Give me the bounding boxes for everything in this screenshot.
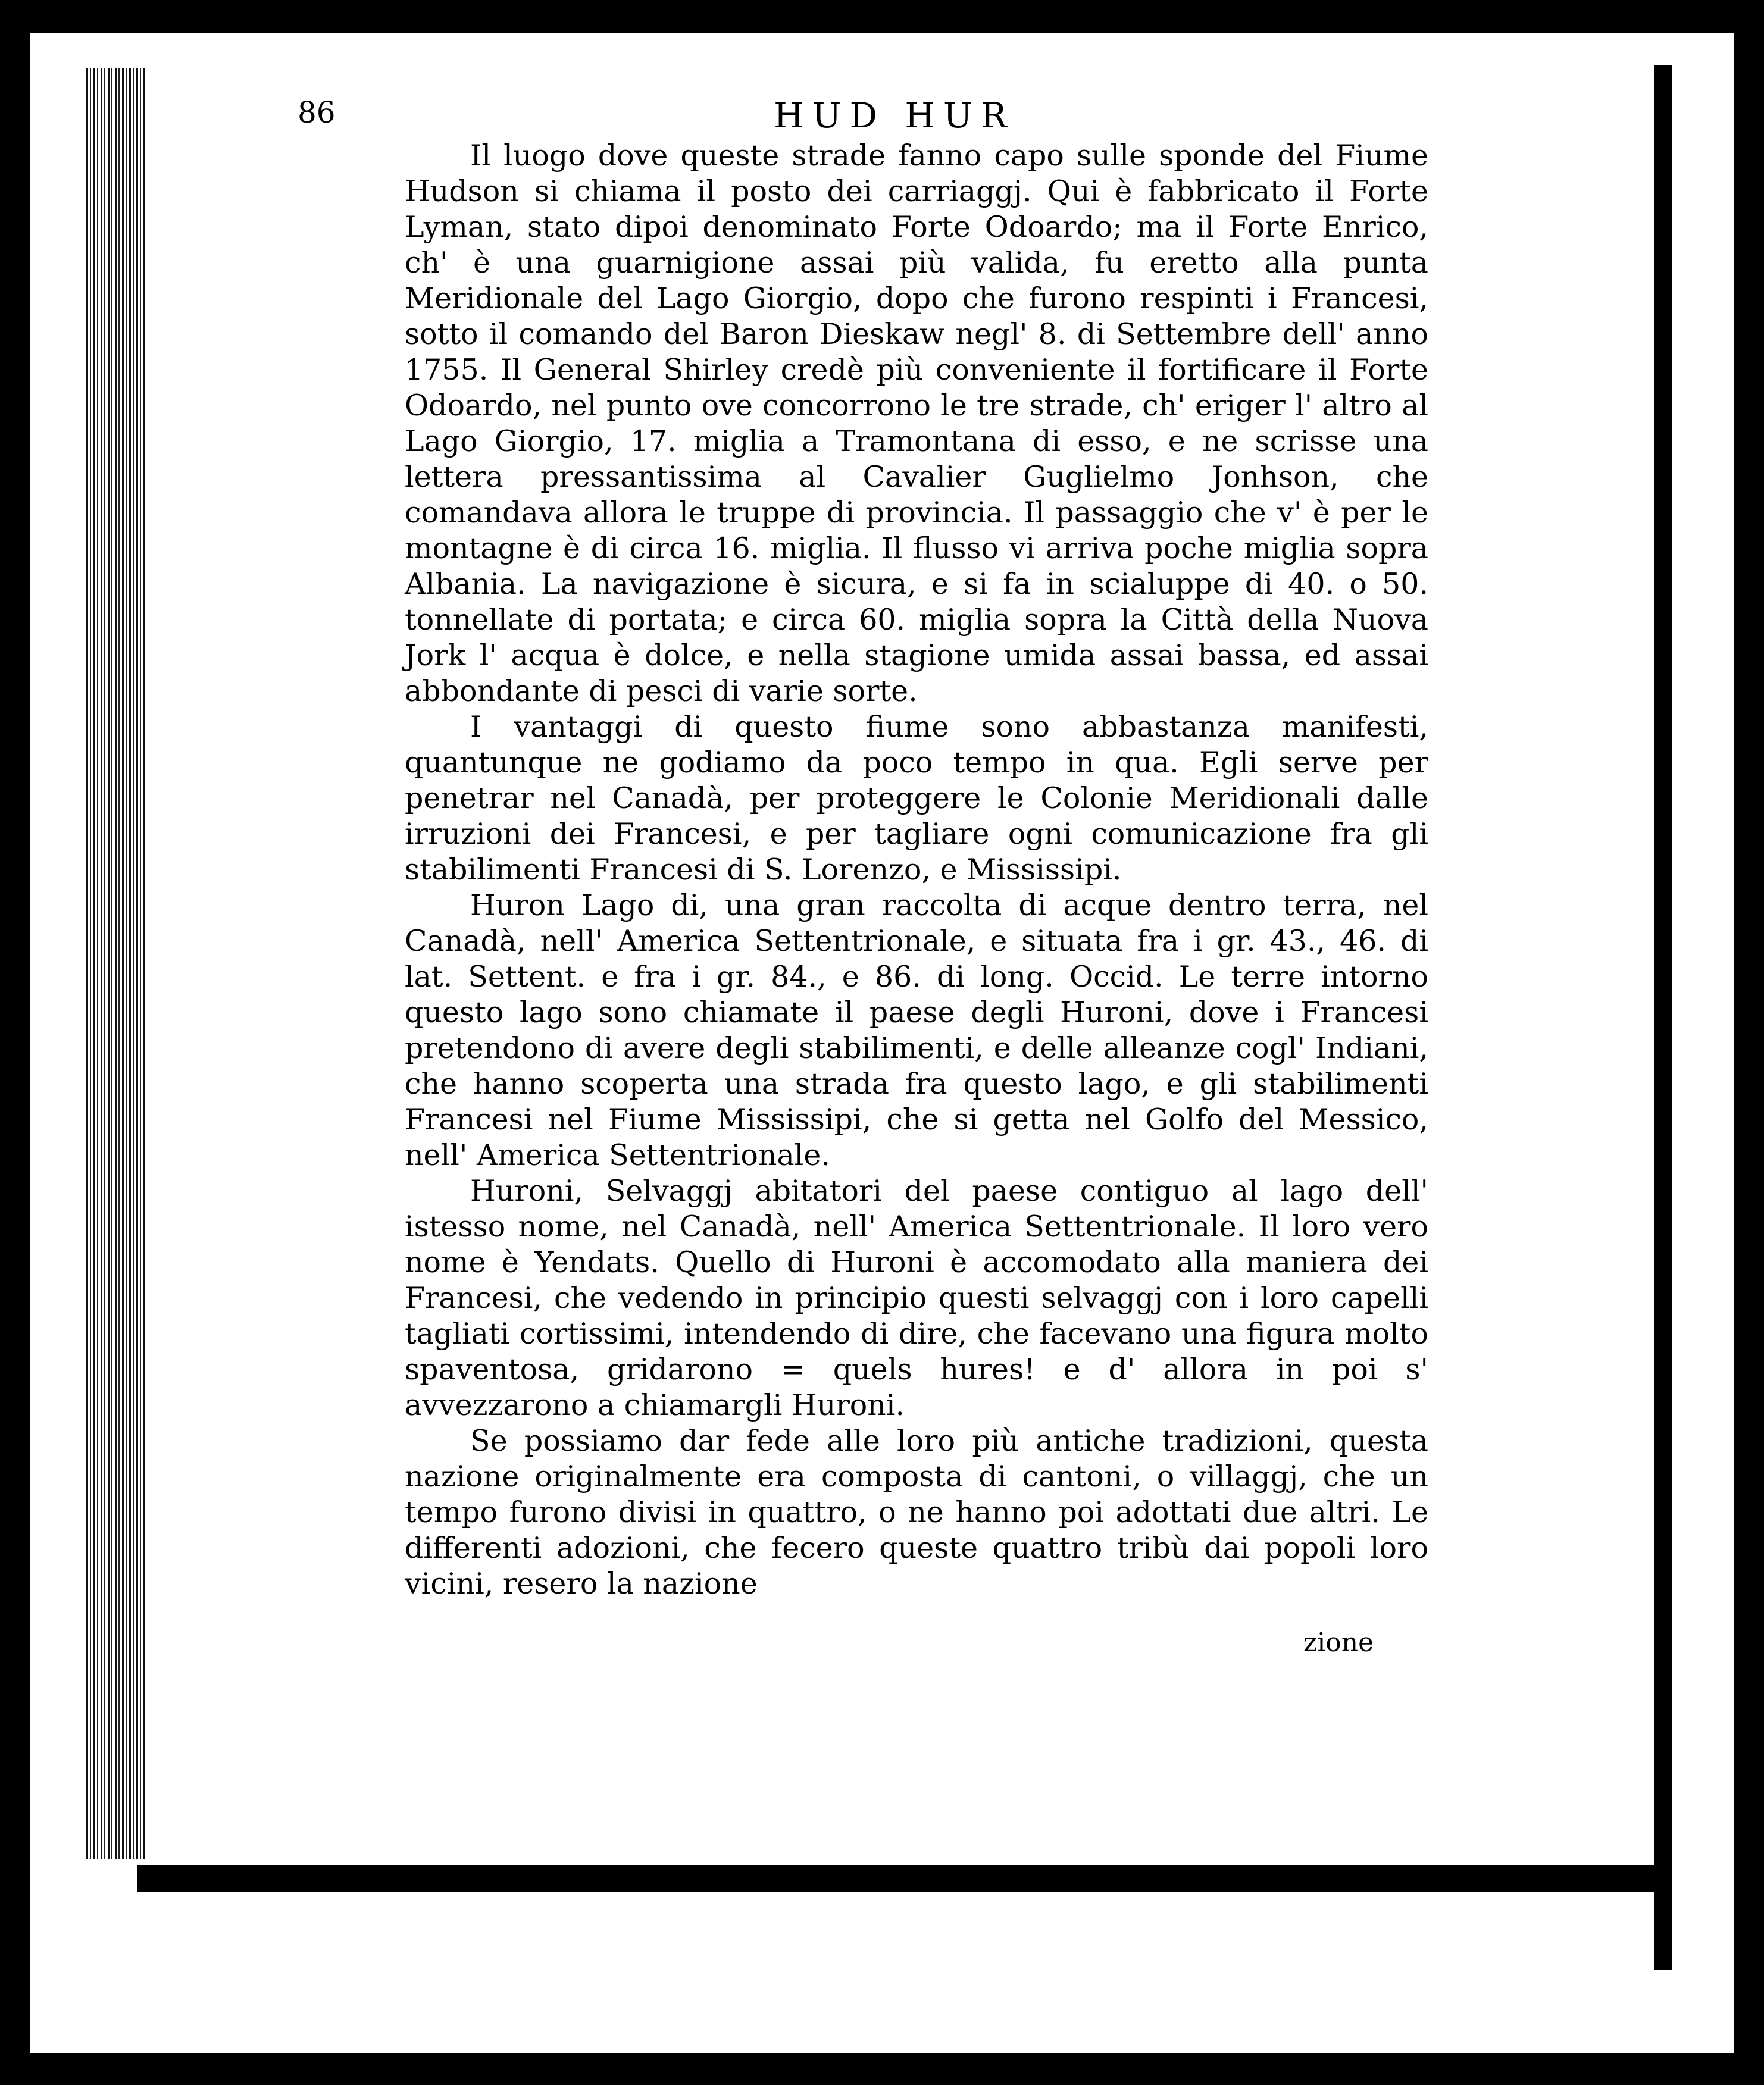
paragraph-river-advantages: I vantaggi di questo fiume sono abbastanza manifesti, quantunque ne godiamo da poco tempo in qua. Egli serve per penetrar nel Canadà, per proteggere le Colonie Meridionali dalle irruzioni dei Francesi, e per tagliare ogni comunicazione fra gli stabilimenti Francesi di S. Lorenzo, e Mississipi.	[405, 710, 1428, 887]
page-header	[298, 95, 1369, 136]
book-gutter	[1654, 65, 1672, 1970]
catchword: zione	[1303, 1627, 1374, 1658]
paragraph-huron-lake: Huron Lago di, una gran raccolta di acque dentro terra, nel Canadà, nell' America Settentrionale, e situata fra i gr. 43., 46. di lat. Settent. e fra i gr. 84., e 86. di long. Occid. Le terre intorno questo lago sono chiamate il paese degli Huroni, dove i Francesi pretendono di avere degli stabilimenti, e delle alleanze cogl' Indiani, che hanno scoperta una strada fra questo lago, e gli stabilimenti Francesi nel Fiume Mississipi, che si getta nel Golfo del Messico, nell' America Settentrionale.	[405, 888, 1428, 1172]
paragraph-hudson-roads: Il luogo dove queste strade fanno capo sulle sponde del Fiume Hudson si chiama il posto dei carriaggj. Qui è fabbricato il Forte Lyman, stato dipoi denominato Forte Odoardo; ma il Forte Enrico, ch' è una guarnigione assai più valida, fu eretto alla punta Meridionale del Lago Giorgio, dopo che furono respinti i Francesi, sotto il comando del Baron Dieskaw negl' 8. di Settembre dell' anno 1755. Il General Shirley credè più conveniente il fortificare il Forte Odoardo, nel punto ove concorrono le tre strade, ch' eriger l' altro al Lago Giorgio, 17. miglia a Tramontana di esso, e ne scrisse una lettera pressantissima al Cavalier Guglielmo Jonhson, che comandava allora le truppe di provincia. Il passaggio che v' è per le montagne è di circa 16. miglia. Il flusso vi arriva poche miglia sopra Albania. La navigazione è sicura, e si fa in scialuppe di 40. o 50. tonnellate di portata; e circa 60. miglia sopra la Città della Nuova Jork l' acqua è dolce, e nella stagione umida assai bassa, ed assai abbondante di pesci di varie sorte.	[405, 139, 1428, 708]
page-edges-left	[86, 68, 146, 1859]
facing-page-edge	[1672, 68, 1734, 1961]
page-number: 86	[298, 95, 336, 130]
paragraph-hurons: Huroni, Selvaggj abitatori del paese contiguo al lago dell' istesso nome, nel Canadà, nell' America Settentrionale. Il loro vero nome è Yendats. Quello di Huroni è accomodato alla maniera dei Francesi, che vedendo in principio questi selvaggj con i loro capelli tagliati cortissimi, intendendo di dire, che facevano una figura molto spaventosa, gridarono = quels hures! e d' allora in poi s' avvezzarono a chiamargli Huroni.	[405, 1174, 1428, 1422]
running-head: HUD HUR	[774, 95, 1015, 136]
paragraph-traditions: Se possiamo dar fede alle loro più antiche tradizioni, questa nazione originalmente era composta di cantoni, o villaggj, che un tempo furono divisi in quattro, o ne hanno poi adottati due altri. Le differenti adozioni, che fecero queste quattro tribù dai popoli loro vicini, resero la nazione	[405, 1424, 1428, 1601]
book-bottom-edge	[137, 1865, 1660, 1892]
body-text	[405, 138, 1428, 1602]
